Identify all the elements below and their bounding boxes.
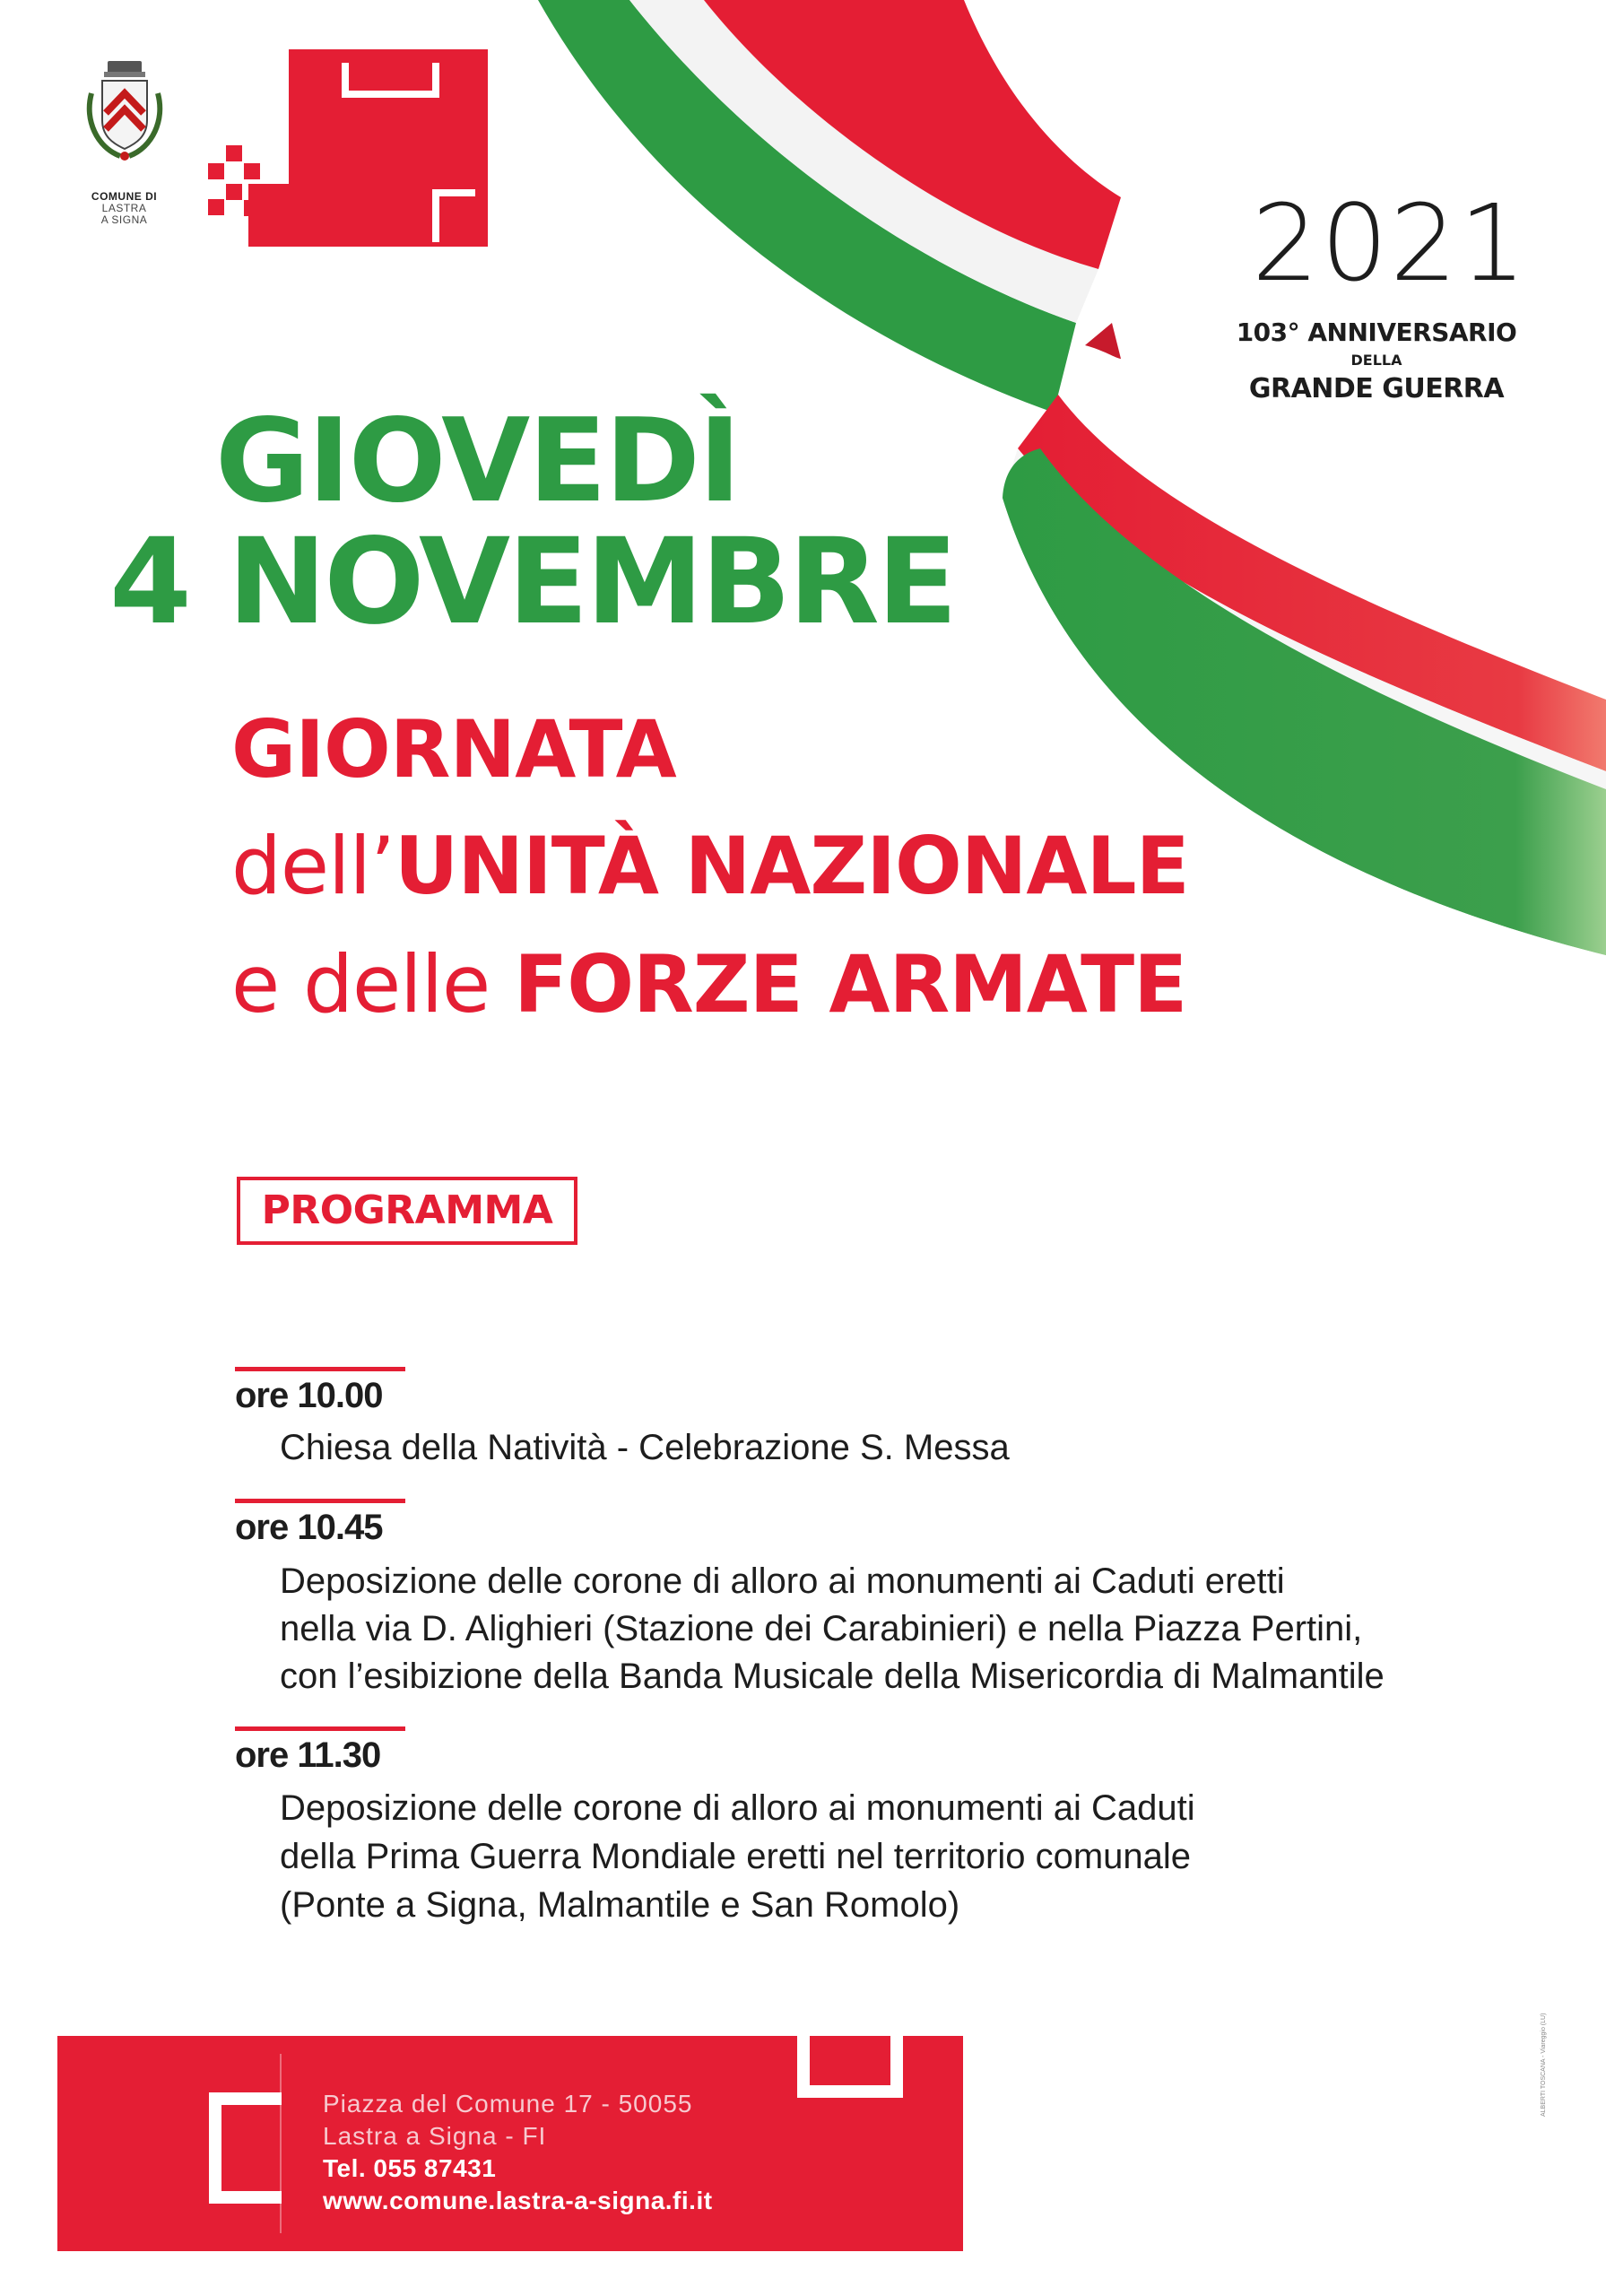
crest-label-line1: COMUNE DI <box>91 190 158 203</box>
schedule-time: ore 11.30 <box>235 1735 381 1775</box>
schedule-rule <box>235 1726 405 1731</box>
title-line3-bold: FORZE ARMATE <box>514 938 1187 1031</box>
schedule-time: ore 10.00 <box>235 1376 383 1415</box>
ribbon-fold <box>1085 323 1121 359</box>
schedule-desc: Deposizione delle corone di alloro ai monumenti ai Caduti eretti <box>280 1561 1285 1601</box>
schedule-desc: (Ponte a Signa, Malmantile e San Romolo) <box>280 1885 960 1925</box>
anniversary-line1: 103° ANNIVERSARIO <box>1236 317 1517 347</box>
schedule-desc: nella via D. Alighieri (Stazione dei Carabinieri) e nella Piazza Pertini, <box>280 1609 1363 1648</box>
footer-phone: Tel. 055 87431 <box>323 2154 497 2182</box>
title-line2-prefix: dell’ <box>231 820 395 912</box>
municipality-crest <box>77 57 171 226</box>
title-line2 <box>231 820 1189 912</box>
crest-label-line3: A SIGNA <box>100 213 148 226</box>
schedule-desc: con l’esibizione della Banda Musicale della Misericordia di Malmantile <box>280 1657 1385 1696</box>
crest-label-line2: LASTRA <box>101 202 147 214</box>
title-line3-prefix: e delle <box>231 938 515 1031</box>
title-line3 <box>231 938 1187 1031</box>
footer-divider <box>280 2054 282 2233</box>
headline-date: 4 NOVEMBRE <box>109 513 956 651</box>
coat-of-arms-icon <box>77 57 171 187</box>
year: 2021 <box>1251 181 1529 305</box>
schedule-time: ore 10.45 <box>235 1508 383 1547</box>
anniversary-line3: GRANDE GUERRA <box>1248 373 1505 404</box>
schedule-rule <box>235 1367 405 1371</box>
schedule-desc: della Prima Guerra Mondiale eretti nel territorio comunale <box>280 1837 1192 1876</box>
schedule-rule <box>235 1499 405 1503</box>
anniversary-line2: DELLA <box>1350 352 1402 369</box>
footer-address1: Piazza del Comune 17 - 50055 <box>323 2090 693 2118</box>
title-line2-bold: UNITÀ NAZIONALE <box>394 820 1189 912</box>
schedule-desc: Chiesa della Natività - Celebrazione S. Messa <box>280 1428 1010 1467</box>
footer-website-link[interactable]: www.comune.lastra-a-signa.fi.it <box>323 2187 713 2214</box>
title-line1: GIORNATA <box>231 703 676 796</box>
footer-address2: Lastra a Signa - FI <box>323 2122 547 2150</box>
programma-label: PROGRAMMA <box>237 1177 577 1245</box>
schedule-desc: Deposizione delle corone di alloro ai monumenti ai Caduti <box>280 1788 1195 1828</box>
printer-credit: ALBERTI TOSCANA - Viareggio (LU) <box>1541 2013 1547 2117</box>
headline-day: GIOVEDÌ <box>215 395 740 528</box>
